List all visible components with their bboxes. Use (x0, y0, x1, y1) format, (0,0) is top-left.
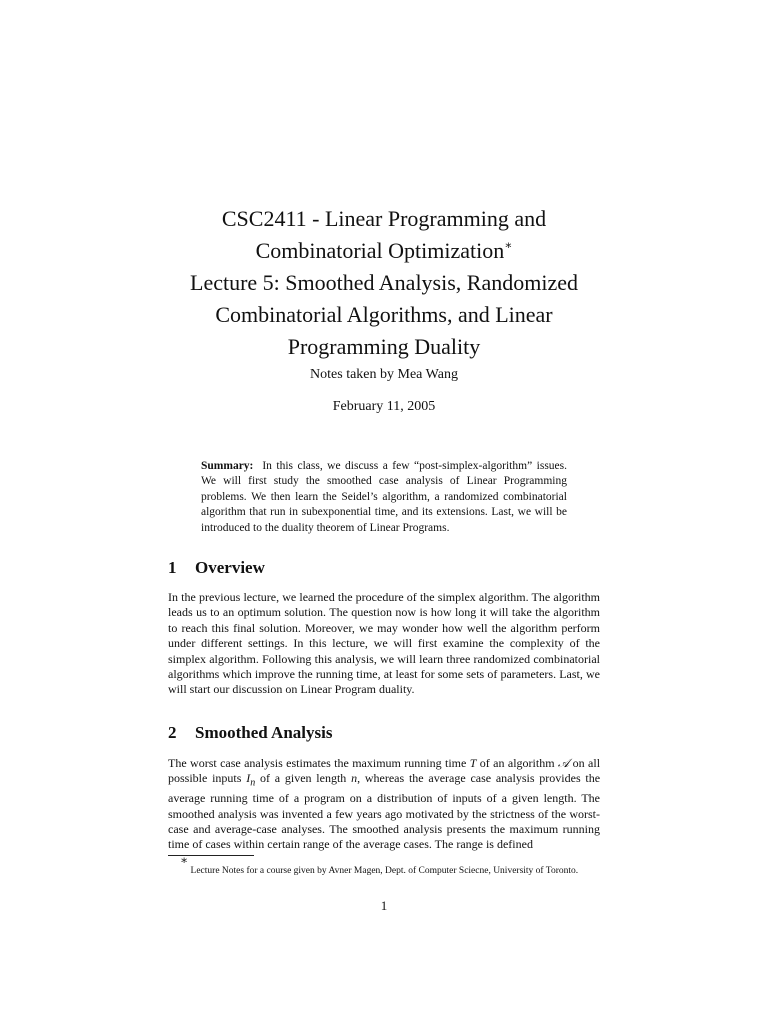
date-line: February 11, 2005 (332, 399, 436, 414)
math-symbol-A: 𝒜 (557, 756, 570, 770)
smoothed-analysis-paragraph (168, 756, 600, 853)
math-subscript-n: n (250, 777, 256, 789)
section-title: Overview (195, 558, 265, 577)
footnote-text: Lecture Notes for a course given by Avner Magen, Dept. of Computer Sciecne, University of Toronto. (190, 866, 579, 876)
title-line-3: Lecture 5: Smoothed Analysis, Randomized (190, 270, 578, 295)
title-line-5: Programming Duality (287, 334, 481, 359)
summary-label: Summary: (201, 460, 254, 472)
section-title: Smoothed Analysis (195, 723, 333, 742)
para-text-d: of a given length (260, 771, 347, 786)
math-symbol-n: n (351, 771, 358, 786)
section-heading-smoothed-analysis (168, 722, 332, 744)
title-line-1: CSC2411 - Linear Programming and (221, 206, 547, 231)
para-text-b: of an algorithm (479, 756, 555, 770)
math-symbol-T: T (469, 756, 477, 770)
document-title (0, 203, 768, 363)
page-number: 1 (380, 898, 388, 913)
summary-text: In this class, we discuss a few “post-simplex-algorithm” issues. We will first study the smoothed case analysis of Linear Programming problems. We then learn the Seidel’s algorithm, a randomized combinatorial algorithm that run in subexponential time, and its extensions. Last, we will be introduced to the duality theorem of Linear Programs. (201, 460, 567, 534)
para-text-c: on all possible inputs (168, 756, 601, 786)
footnote (180, 853, 610, 877)
footnote-mark: ∗ (180, 853, 189, 867)
section-number: 2 (168, 723, 177, 742)
title-line-4: Combinatorial Algorithms, and Linear (215, 302, 553, 327)
para-text-e: , whereas the average case analysis provides the average running time of a program on a distribution of inputs of a given length. The smoothed analysis was invented a few years ago motivated by the strictness of the worst-case and average-case analyses. The smoothed analysis presents the maximum running time of cases within certain range of the average cases. The range is defined (168, 771, 601, 852)
title-line-2 (0, 235, 768, 267)
overview-paragraph: In the previous lecture, we learned the procedure of the simplex algorithm. The algorithm leads us to an optimum solution. The question now is how long it will take the algorithm to reach this final solution. Moreover, we may wonder how well the algorithm perform under different settings. In this lecture, we will first examine the complexity of the simplex algorithm. Following this analysis, we will learn three randomized combinatorial algorithms which improve the running time, at least for some sets of parameters. Last, we will start our discussion on Linear Program duality. (168, 590, 600, 697)
section-number: 1 (168, 558, 177, 577)
section-heading-overview (168, 557, 265, 579)
title-footnote-mark: ∗ (504, 238, 513, 252)
author-line: Notes taken by Mea Wang (310, 367, 458, 382)
para-text-a: The worst case analysis estimates the maximum running time (168, 756, 467, 770)
math-symbol-I: I (246, 771, 251, 786)
summary-abstract (201, 459, 567, 536)
title-line-2-text: Combinatorial Optimization (255, 238, 505, 263)
